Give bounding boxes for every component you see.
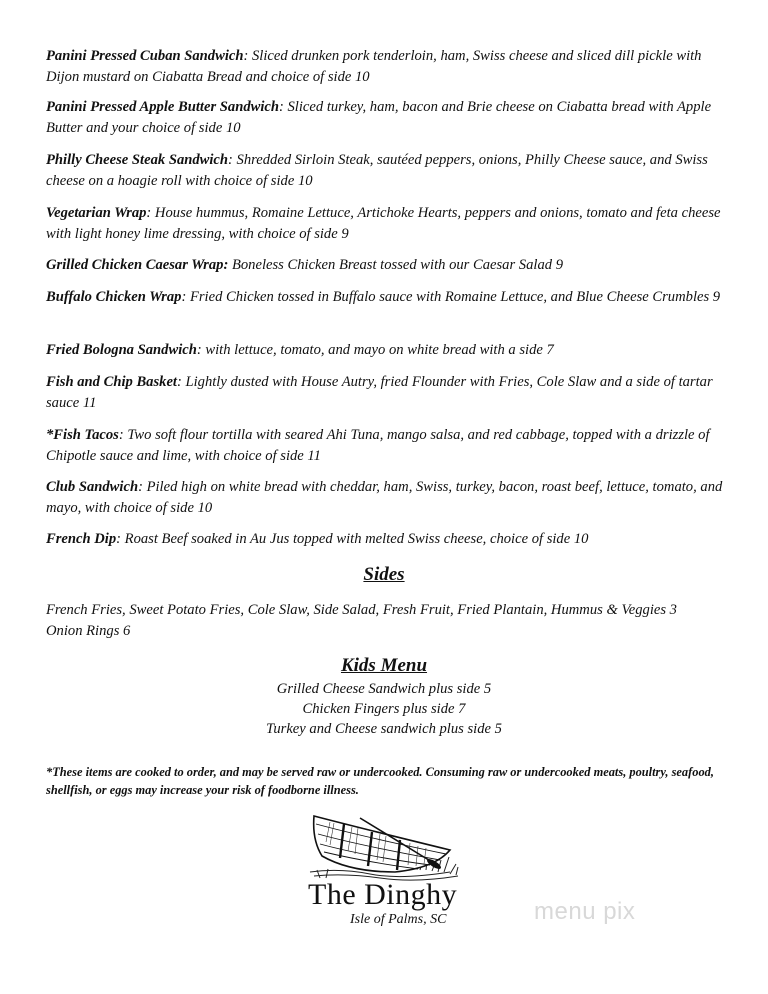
- item-name: Panini Pressed Cuban Sandwich: [46, 48, 244, 64]
- logo-subtitle: Isle of Palms, SC: [350, 912, 447, 927]
- item-description: : House hummus, Romaine Lettuce, Artichoke Hearts, peppers and onions, tomato and feta cheese with light honey lime dressing, with choice of side 9: [46, 205, 721, 242]
- item-description: Boneless Chicken Breast tossed with our Caesar Salad 9: [228, 257, 563, 273]
- menu-item: [46, 477, 736, 518]
- item-name: Fried Bologna Sandwich: [46, 342, 197, 358]
- menu-item: [46, 425, 736, 466]
- item-description: : Shredded Sirloin Steak, sautéed peppers, onions, Philly Cheese sauce, and Swiss cheese on a hoagie roll with choice of side 10: [46, 152, 708, 189]
- menu-item: [46, 340, 736, 361]
- menu-item: [46, 287, 736, 308]
- item-name: Club Sandwich: [46, 479, 139, 495]
- item-description: : Piled high on white bread with cheddar, ham, Swiss, turkey, bacon, roast beef, lettuce, tomato, and mayo, with choice of side 10: [46, 479, 723, 516]
- menu-item: [46, 255, 736, 276]
- item-description: : Fried Chicken tossed in Buffalo sauce with Romaine Lettuce, and Blue Cheese Crumbles 9: [181, 289, 721, 305]
- food-safety-disclaimer: *These items are cooked to order, and may be served raw or undercooked. Consuming raw or undercooked meats, poultry, seafood, shellfish, or eggs may increase your risk of foodborne illness.: [46, 765, 714, 797]
- item-name: Grilled Chicken Caesar Wrap:: [46, 257, 229, 273]
- menu-item: [46, 203, 736, 244]
- item-name: French Dip: [46, 531, 117, 547]
- item-description: : Sliced turkey, ham, bacon and Brie cheese on Ciabatta bread with Apple Butter and your choice of side 10: [46, 99, 712, 136]
- sides-line: Onion Rings 6: [46, 622, 131, 639]
- menu-item: [46, 150, 736, 191]
- kids-menu-heading: Kids Menu: [340, 655, 428, 676]
- item-description: : with lettuce, tomato, and mayo on white bread with a side 7: [196, 342, 554, 358]
- logo-title: The Dinghy: [308, 878, 458, 911]
- item-name: Panini Pressed Apple Butter Sandwich: [46, 99, 279, 115]
- menu-item: [46, 529, 736, 550]
- item-name: Philly Cheese Steak Sandwich: [46, 152, 229, 168]
- item-name: Vegetarian Wrap: [46, 205, 147, 221]
- kids-menu-item: Grilled Cheese Sandwich plus side 5: [276, 681, 492, 697]
- item-name: Fish and Chip Basket: [46, 374, 177, 390]
- item-description: : Roast Beef soaked in Au Jus topped with melted Swiss cheese, choice of side 10: [116, 531, 589, 547]
- kids-menu-item: Chicken Fingers plus side 7: [302, 701, 466, 717]
- watermark: menu pix: [534, 898, 636, 925]
- item-description: : Sliced drunken pork tenderloin, ham, Swiss cheese and sliced dill pickle with Dijon mustard on Ciabatta Bread and choice of side 10: [46, 48, 702, 85]
- menu-item: [46, 372, 736, 413]
- menu-item: [46, 46, 736, 87]
- sides-list: [46, 600, 736, 641]
- item-description: : Two soft flour tortilla with seared Ahi Tuna, mango salsa, and red cabbage, topped with a drizzle of Chipotle sauce and lime, with choice of side 11: [46, 427, 710, 464]
- item-name: *Fish Tacos: [46, 427, 119, 443]
- sides-heading: Sides: [363, 564, 405, 585]
- kids-menu-item: Turkey and Cheese sandwich plus side 5: [266, 721, 502, 737]
- item-name: Buffalo Chicken Wrap: [46, 289, 182, 305]
- menu-item: [46, 97, 736, 138]
- item-description: : Lightly dusted with House Autry, fried Flounder with Fries, Cole Slaw and a side of tartar sauce 11: [46, 374, 713, 411]
- sides-line: French Fries, Sweet Potato Fries, Cole Slaw, Side Salad, Fresh Fruit, Fried Plantain, Hummus & Veggies 3: [46, 602, 677, 618]
